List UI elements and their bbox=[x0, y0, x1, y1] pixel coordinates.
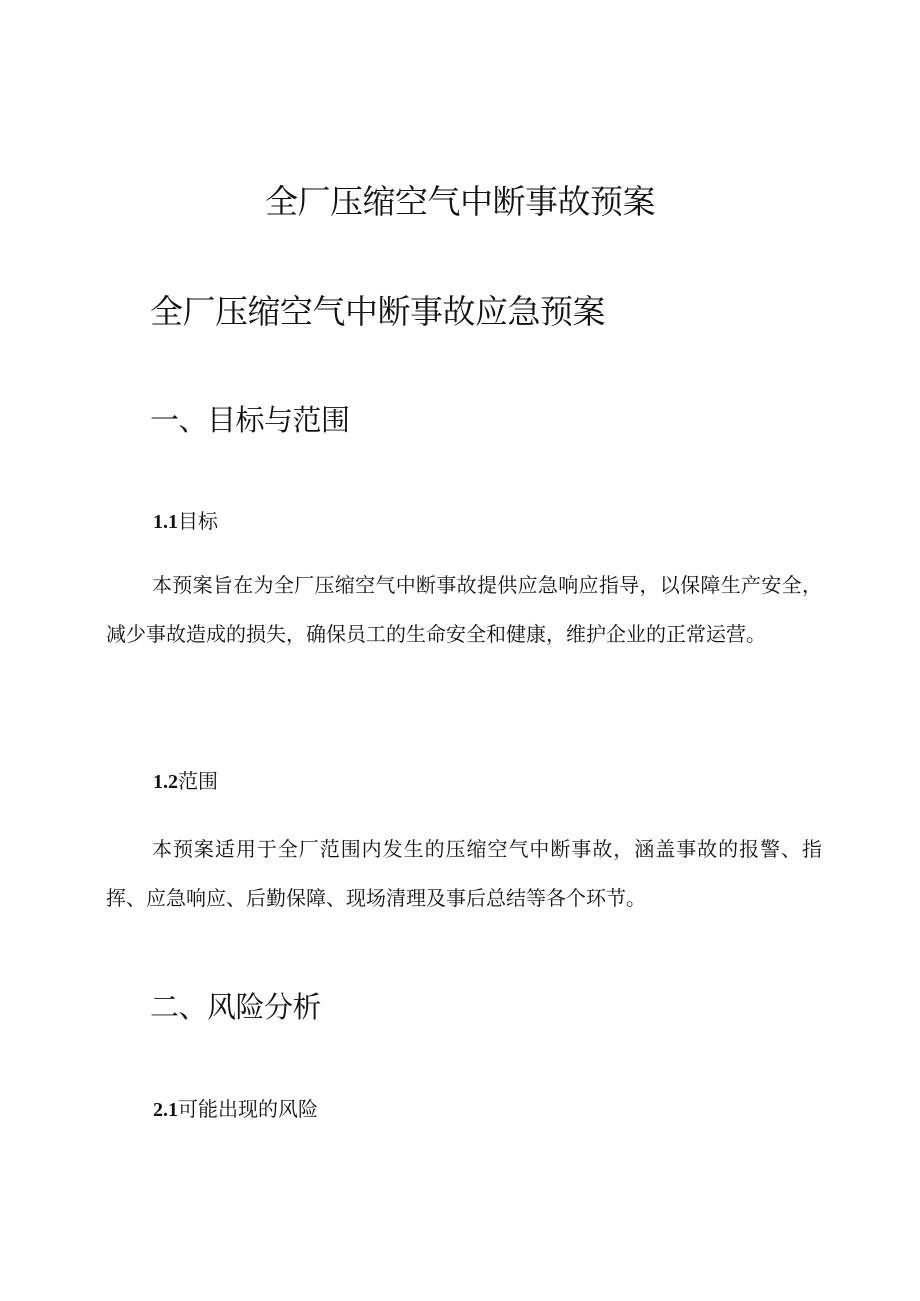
subsection-title: 目标 bbox=[178, 509, 218, 533]
section-heading-1: 一、目标与范围 bbox=[150, 403, 350, 437]
subsection-number: 1.1 bbox=[153, 511, 178, 533]
document-subtitle: 全厂压缩空气中断事故应急预案 bbox=[150, 292, 605, 331]
subsection-heading-1-1 bbox=[153, 506, 218, 537]
subsection-heading-1-2 bbox=[153, 766, 218, 797]
subsection-title: 范围 bbox=[178, 769, 218, 793]
paragraph-1-2: 本预案适用于全厂范围内发生的压缩空气中断事故，涵盖事故的报警、指挥、应急响应、后勤保障、现场清理及事后总结等各个环节。 bbox=[106, 837, 822, 910]
subsection-heading-2-1 bbox=[153, 1094, 318, 1125]
subsection-number: 1.2 bbox=[153, 771, 178, 793]
subsection-title: 可能出现的风险 bbox=[178, 1097, 318, 1121]
paragraph-1-1: 本预案旨在为全厂压缩空气中断事故提供应急响应指导，以保障生产安全，减少事故造成的损失，确保员工的生命安全和健康，维护企业的正常运营。 bbox=[106, 573, 822, 646]
section-heading-2: 二、风险分析 bbox=[150, 990, 322, 1024]
subsection-number: 2.1 bbox=[153, 1099, 178, 1121]
document-title: 全厂压缩空气中断事故预案 bbox=[265, 182, 655, 221]
